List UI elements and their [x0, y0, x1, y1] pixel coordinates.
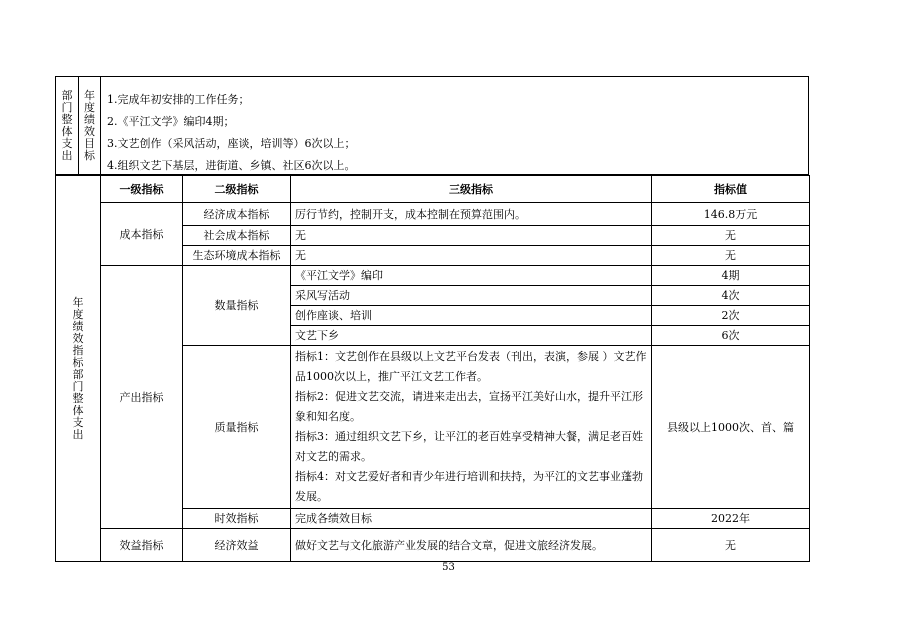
level3-cell: 采风写活动 [291, 286, 652, 306]
value-cell: 无 [652, 226, 810, 246]
goal-item: 4.组织文艺下基层，进街道、乡镇、社区6次以上。 [107, 159, 356, 172]
value-cell: 无 [652, 246, 810, 266]
level3-cell: 厉行节约，控制开支，成本控制在预算范围内。 [291, 203, 652, 226]
output-indicator-label: 产出指标 [101, 266, 183, 529]
cost-indicator-label: 成本指标 [101, 203, 183, 266]
value-cell: 6次 [652, 326, 810, 346]
header-value: 指标值 [652, 176, 810, 203]
page-number: 53 [442, 562, 455, 573]
level2-cell: 经济效益 [183, 529, 291, 562]
dept-expenditure-label: 部门整体支出 [61, 88, 73, 162]
timeliness-indicator-label: 时效指标 [183, 509, 291, 529]
level3-cell: 文艺下乡 [291, 326, 652, 346]
dept-expenditure-label-cell [56, 77, 79, 174]
value-cell: 2次 [652, 306, 810, 326]
value-cell: 2022年 [652, 509, 810, 529]
value-cell: 4次 [652, 286, 810, 306]
quality-indicator-text [291, 346, 652, 509]
table-row [56, 203, 810, 226]
quantity-indicator-label: 数量指标 [183, 266, 291, 346]
table-header-row [56, 176, 810, 203]
level2-cell: 经济成本指标 [183, 203, 291, 226]
goal-list [107, 89, 802, 177]
table-row [56, 529, 810, 562]
header-level1: 一级指标 [101, 176, 183, 203]
goal-item: 2.《平江文学》编印4期； [107, 115, 235, 128]
quality-item: 指标4：对文艺爱好者和青少年进行培训和扶持，为平江的文艺事业蓬勃发展。 [295, 470, 643, 503]
quality-item: 指标3：通过组织文艺下乡，让平江的老百姓享受精神大餐，满足老百姓对文艺的需求。 [295, 430, 643, 463]
side-label-cell [56, 176, 101, 562]
level3-cell: 《平江文学》编印 [291, 266, 652, 286]
annual-goal-label: 年度绩效目标 [84, 88, 95, 162]
level3-cell: 完成各绩效目标 [291, 509, 652, 529]
value-cell: 无 [652, 529, 810, 562]
value-cell: 146.8万元 [652, 203, 810, 226]
value-cell: 县级以上1000次、首、篇 [652, 346, 810, 509]
value-cell: 4期 [652, 266, 810, 286]
goal-item: 1.完成年初安排的工作任务； [107, 93, 250, 106]
annual-goal-block [55, 76, 809, 175]
table-row [56, 266, 810, 286]
level3-cell: 做好文艺与文化旅游产业发展的结合文章，促进文旅经济发展。 [291, 529, 652, 562]
header-level3: 三级指标 [291, 176, 652, 203]
quality-item: 指标1：文艺创作在县级以上文艺平台发表（刊出，表演，参展 ）文艺作品1000次以上，推广平江文艺工作者。 [295, 350, 647, 383]
goal-item: 3.文艺创作（采风活动，座谈，培训等）6次以上； [107, 137, 356, 150]
performance-indicator-table [55, 175, 810, 562]
level3-cell: 无 [291, 226, 652, 246]
quality-item: 指标2：促进文艺交流，请进来走出去，宣扬平江美好山水，提升平江形象和知名度。 [295, 390, 643, 423]
level2-cell: 生态环境成本指标 [183, 246, 291, 266]
level3-cell: 无 [291, 246, 652, 266]
quality-indicator-label: 质量指标 [183, 346, 291, 509]
header-level2: 二级指标 [183, 176, 291, 203]
annual-goal-label-cell [79, 77, 101, 174]
side-label: 年度绩效指标部门整体支出 [72, 295, 84, 441]
level3-cell: 创作座谈、培训 [291, 306, 652, 326]
benefit-indicator-label: 效益指标 [101, 529, 183, 562]
level2-cell: 社会成本指标 [183, 226, 291, 246]
